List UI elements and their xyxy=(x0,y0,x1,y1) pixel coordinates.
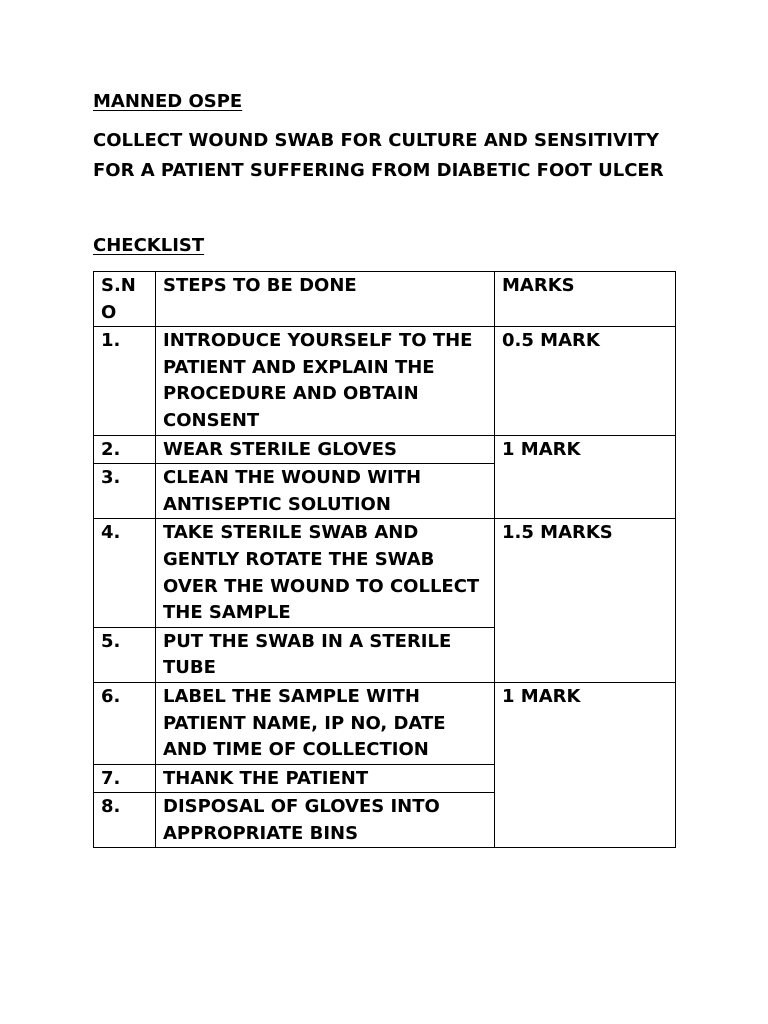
row-sno: 4. xyxy=(94,519,156,627)
header-steps: STEPS TO BE DONE xyxy=(156,272,495,327)
row-sno: 5. xyxy=(94,627,156,682)
row-step: DISPOSAL OF GLOVES INTO APPROPRIATE BINS xyxy=(156,793,495,848)
row-sno: 1. xyxy=(94,327,156,435)
row-marks: 1 MARK xyxy=(495,682,676,848)
task-title-line-1: COLLECT WOUND SWAB FOR CULTURE AND SENSITIVITY xyxy=(93,130,659,151)
row-marks: 0.5 MARK xyxy=(495,327,676,435)
row-step: WEAR STERILE GLOVES xyxy=(156,435,495,464)
header-marks: MARKS xyxy=(495,272,676,327)
task-title xyxy=(93,126,693,186)
row-sno: 7. xyxy=(94,764,156,793)
row-step: PUT THE SWAB IN A STERILE TUBE xyxy=(156,627,495,682)
table-row xyxy=(94,327,676,435)
row-marks: 1.5 MARKS xyxy=(495,519,676,683)
row-sno: 3. xyxy=(94,464,156,519)
header-sno: S.NO xyxy=(94,272,156,327)
row-sno: 6. xyxy=(94,682,156,764)
table-row xyxy=(94,682,676,764)
row-step: TAKE STERILE SWAB AND GENTLY ROTATE THE SWAB OVER THE WOUND TO COLLECT THE SAMPLE xyxy=(156,519,495,627)
row-sno: 2. xyxy=(94,435,156,464)
table-row xyxy=(94,519,676,627)
checklist-table xyxy=(93,271,676,848)
row-step: THANK THE PATIENT xyxy=(156,764,495,793)
row-sno: 8. xyxy=(94,793,156,848)
ospe-heading: MANNED OSPE xyxy=(93,91,243,112)
row-step: CLEAN THE WOUND WITH ANTISEPTIC SOLUTION xyxy=(156,464,495,519)
table-row xyxy=(94,435,676,464)
checklist-heading: CHECKLIST xyxy=(93,235,205,256)
row-step: LABEL THE SAMPLE WITH PATIENT NAME, IP NO, DATE AND TIME OF COLLECTION xyxy=(156,682,495,764)
table-header-row xyxy=(94,272,676,327)
row-step: INTRODUCE YOURSELF TO THE PATIENT AND EXPLAIN THE PROCEDURE AND OBTAIN CONSENT xyxy=(156,327,495,435)
row-marks: 1 MARK xyxy=(495,435,676,519)
task-title-line-2: FOR A PATIENT SUFFERING FROM DIABETIC FOOT ULCER xyxy=(93,160,664,181)
